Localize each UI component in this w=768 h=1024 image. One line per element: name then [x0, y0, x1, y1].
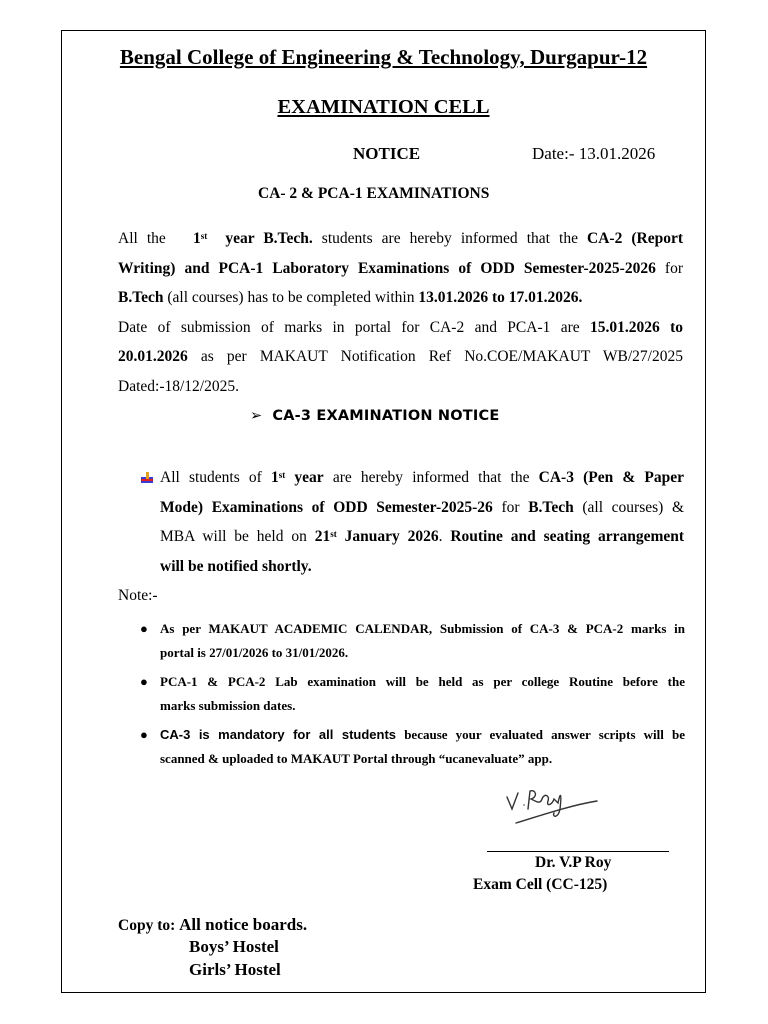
ca3-line-1: All students of 1st year are hereby informed that the CA-3 (Pen & Paper: [160, 469, 685, 486]
notice-label: NOTICE: [353, 144, 421, 163]
ca2-line-1: All the 1st year B.Tech. students are hereby informed that the CA-2 (Report: [118, 230, 684, 247]
notice-page: [61, 30, 706, 993]
notes-list: [140, 617, 685, 776]
copy-to-girls-hostel: Girls’ Hostel: [189, 960, 281, 979]
handwritten-signature: [502, 779, 602, 829]
ca3-paragraph: [160, 463, 684, 581]
arrow-bullet-icon: ➢: [250, 408, 263, 424]
ca3-heading: ➢ CA-3 EXAMINATION NOTICE: [250, 408, 500, 424]
ca2-line-5: 20.01.2026 as per MAKAUT Notification Ref No.COE/MAKAUT WB/27/2025: [118, 348, 683, 365]
bullet-icon: ●: [140, 621, 148, 636]
note-item-2: ● PCA-1 & PCA-2 Lab examination will be held as per college Routine before the marks submission dates.: [140, 670, 685, 717]
notice-date: Date:- 13.01.2026: [532, 144, 656, 163]
note-label: Note:-: [118, 587, 158, 604]
ca2-line-3: B.Tech (all courses) has to be completed within 13.01.2026 to 17.01.2026.: [118, 289, 583, 306]
signatory-office: Exam Cell (CC-125): [473, 876, 608, 893]
ca2-line-4: Date of submission of marks in portal for CA-2 and PCA-1 are 15.01.2026 to: [118, 318, 684, 336]
ca3-line-4: will be notified shortly.: [160, 557, 312, 575]
exams-subtitle: CA- 2 & PCA-1 EXAMINATIONS: [258, 185, 490, 202]
note-item-3: ● CA-3 is mandatory for all students because your evaluated answer scripts will be scanned & uploaded to MAKAUT Portal through “ucanevaluate” app.: [140, 723, 685, 770]
signatory-name: Dr. V.P Roy: [535, 854, 612, 871]
pointing-hand-icon: [140, 471, 154, 485]
bullet-icon: ●: [140, 727, 148, 742]
copy-to-boys-hostel: Boys’ Hostel: [189, 937, 279, 956]
copy-to: Copy to: All notice boards.: [118, 915, 308, 934]
ca2-paragraph: [118, 224, 683, 401]
ca2-line-2: Writing) and PCA-1 Laboratory Examinations of ODD Semester-2025-2026 for: [118, 259, 683, 277]
ca3-line-2: Mode) Examinations of ODD Semester-2025-26 for B.Tech (all courses) &: [160, 498, 685, 516]
bullet-icon: ●: [140, 674, 148, 689]
ca2-line-6: Dated:-18/12/2025.: [118, 377, 239, 395]
note-item-1: ● As per MAKAUT ACADEMIC CALENDAR, Submission of CA-3 & PCA-2 marks in portal is 27/01/2026 to 31/01/2026.: [140, 617, 685, 664]
signature-line: [487, 851, 669, 852]
examination-cell-title: EXAMINATION CELL: [277, 96, 490, 118]
ca3-line-3: MBA will be held on 21st January 2026. Routine and seating arrangement: [160, 528, 685, 545]
college-name: Bengal College of Engineering & Technology, Durgapur-12: [119, 45, 648, 69]
